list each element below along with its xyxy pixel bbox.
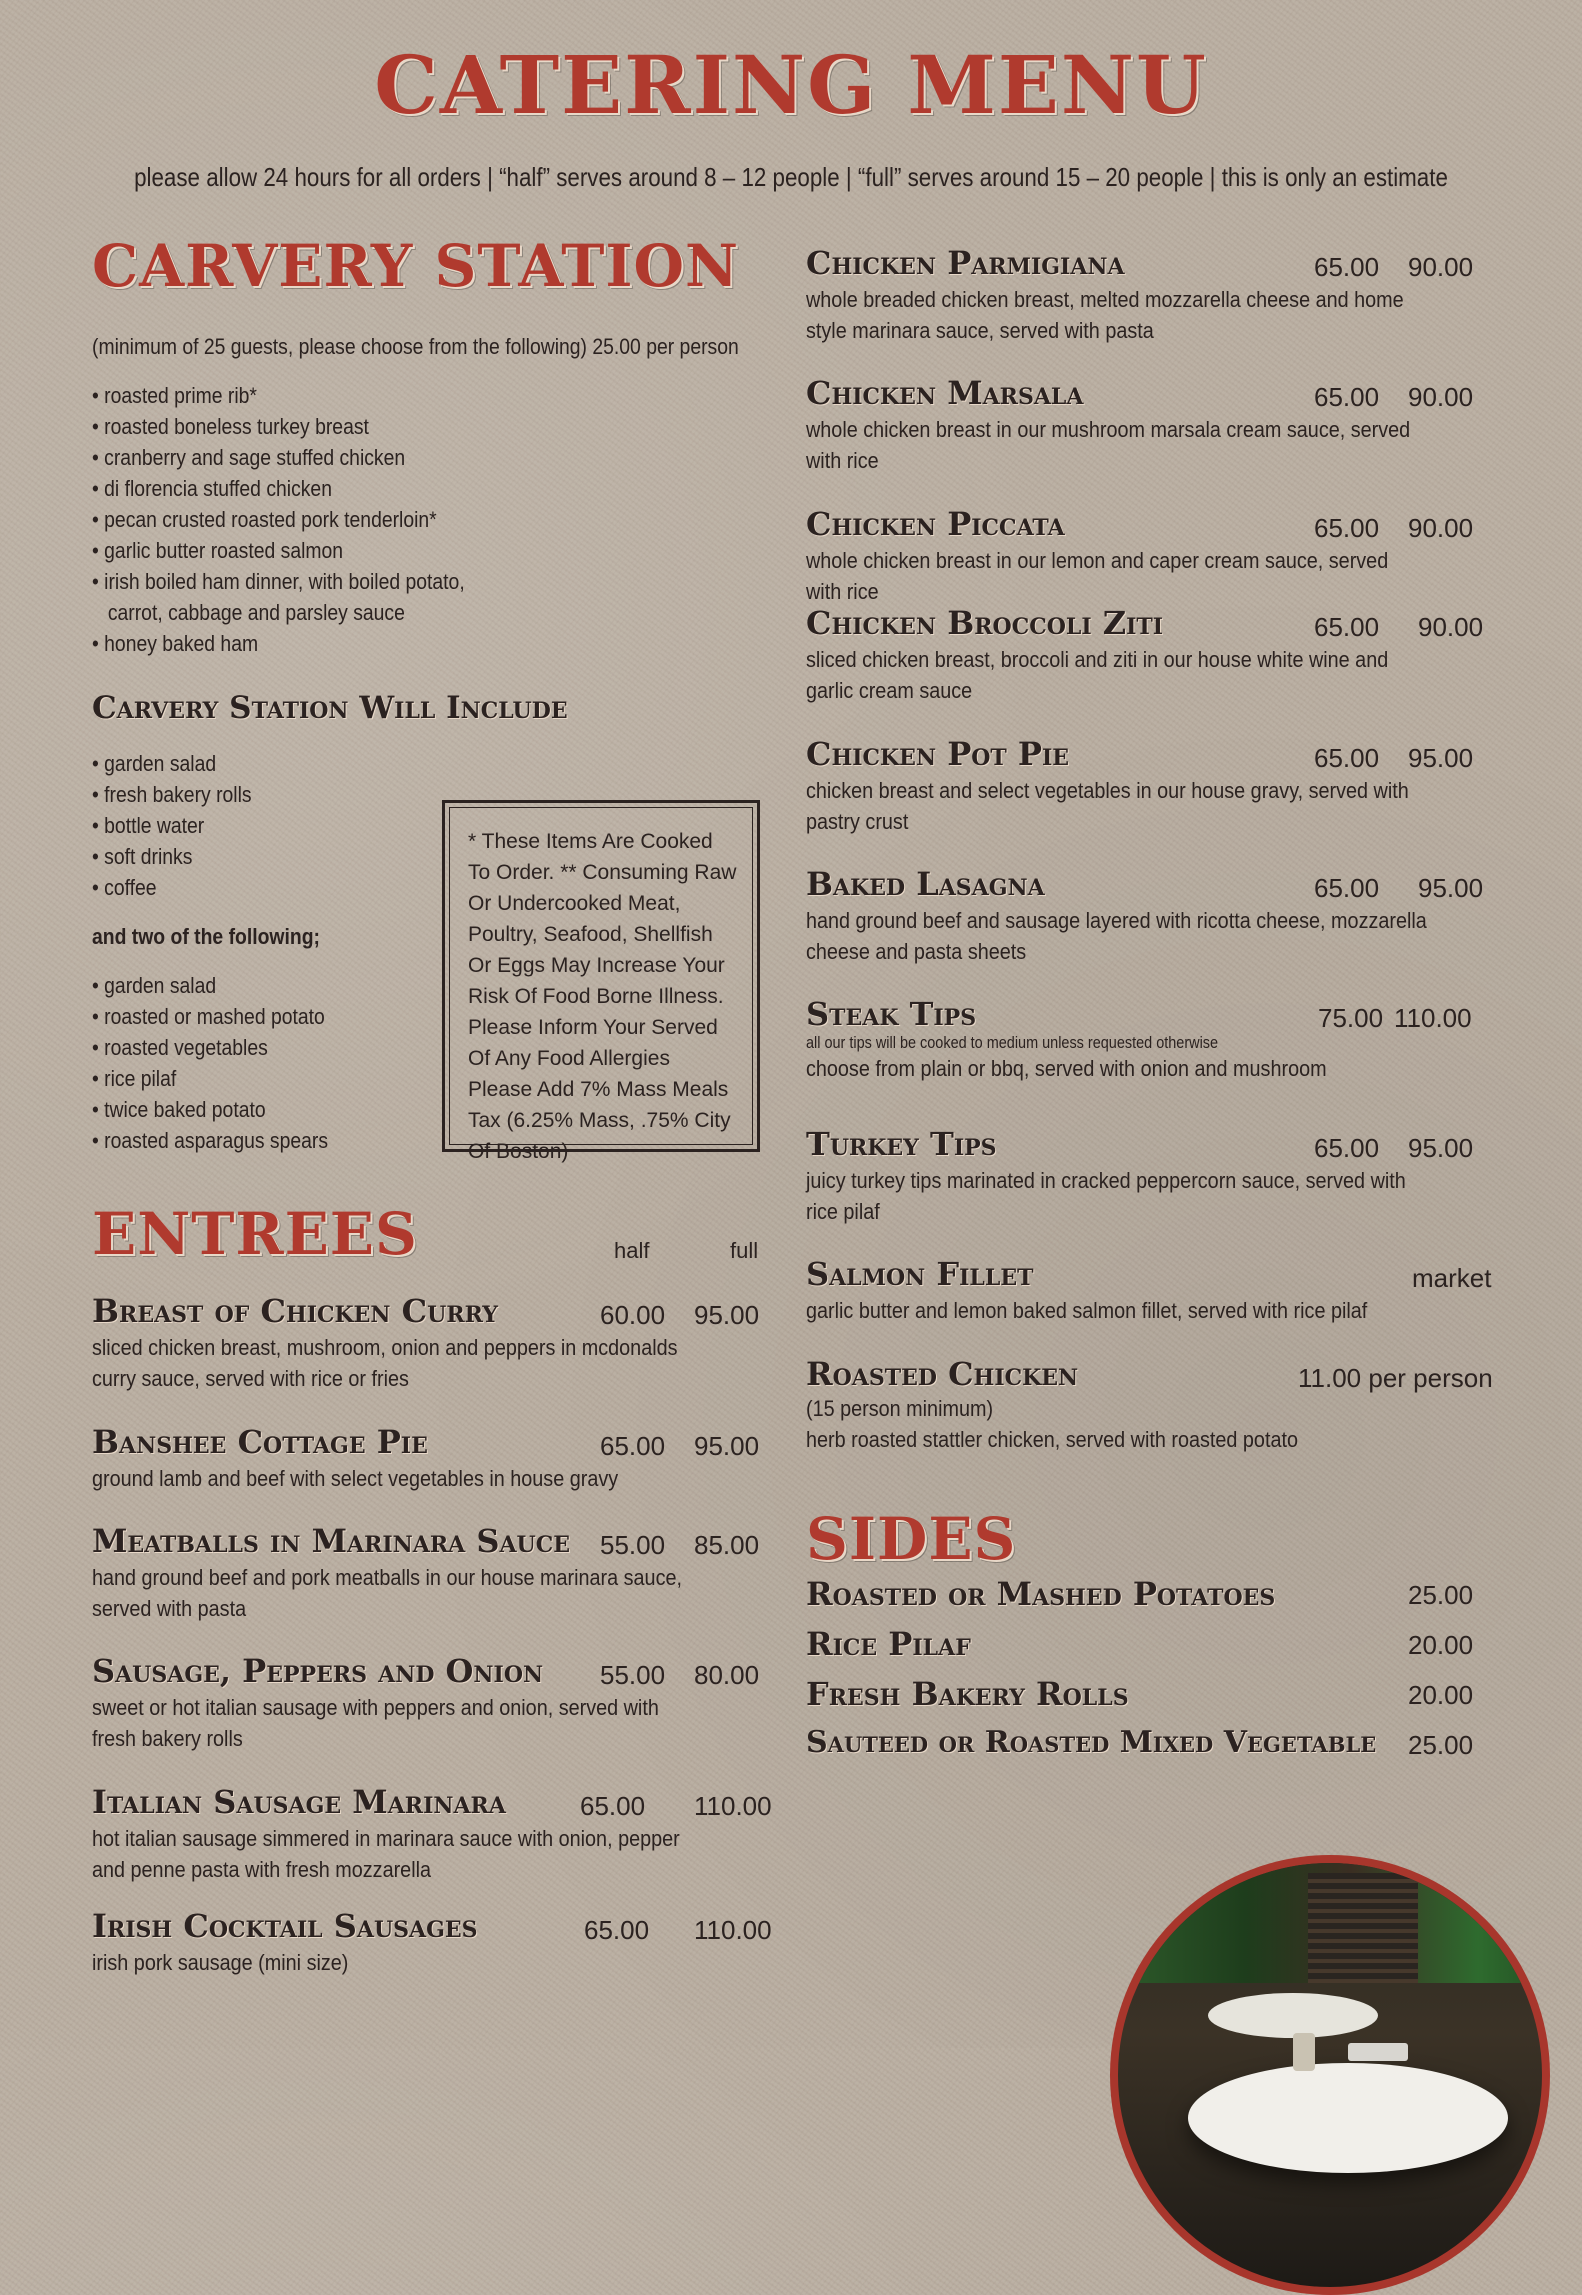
item-description: juicy turkey tips marinated in cracked peppercorn sauce, served with rice pilaf [806,1168,1406,1224]
list-item: • garden salad [92,970,391,1001]
item-name: Salmon Fillet [806,1255,1034,1293]
menu-item [806,1255,1496,1326]
page-subtitle: please allow 24 hours for all orders | “half” serves around 8 – 12 people | “full” serves around 15 – 20 people | this is only an estimate [134,162,1448,192]
item-name: Sausage, Peppers and Onion [92,1652,544,1690]
item-description: hand ground beef and sausage layered with ricotta cheese, mozzarella cheese and pasta sheets [806,908,1427,964]
carvery-station-title: CARVERY STATION [92,232,740,300]
item-name: Chicken Parmigiana [806,244,1125,282]
menu-item [806,865,1496,967]
photo-condiment-jar [1293,2033,1315,2071]
entrees-title: ENTREES [92,1200,418,1268]
item-name: Fresh Bakery Rolls [806,1675,1129,1713]
menu-item [806,244,1496,346]
item-name: Steak Tips [806,995,977,1033]
list-item: • twice baked potato [92,1094,391,1125]
list-item: • honey baked ham [92,628,479,659]
item-description: chicken breast and select vegetables in our house gravy, served with pastry crust [806,778,1409,834]
disclaimer-text: * These Items Are Cooked To Order. ** Consuming Raw Or Undercooked Meat, Poultry, Seafood, Shellfish Or Eggs May Increase Your Risk Of Food Borne Illness. Please Inform Your Served Of Any Food Allergies Please Add 7% Mass Meals Tax (6.25% Mass, .75% City Of Boston) [468,830,737,1163]
menu-item [806,505,1496,607]
item-name: Sauteed or Roasted Mixed Vegetable [806,1725,1377,1760]
list-item: • roasted boneless turkey breast [92,411,479,442]
photo-window-shutter [1308,1873,1418,1983]
side-item [806,1625,971,1663]
full-price: 110.00 [1394,1003,1472,1033]
side-price: 25.00 [1408,1730,1474,1760]
side-price: 25.00 [1408,1580,1474,1610]
half-price: 55.00 [600,1530,666,1560]
carvery-item-list [92,380,532,659]
menu-item [806,995,1496,1084]
menu-item [806,735,1496,837]
photo-napkin [1348,2043,1408,2061]
item-name: Italian Sausage Marinara [92,1783,506,1821]
half-price: 65.00 [1314,1133,1380,1163]
item-description: hand ground beef and pork meatballs in our house marinara sauce, served with pasta [92,1565,682,1621]
half-price: 65.00 [1314,873,1380,903]
carvery-choice-list [92,970,432,1156]
half-price: 55.00 [600,1660,666,1690]
carvery-include-heading: Carvery Station Will Include [92,690,568,726]
item-name: Chicken Marsala [806,374,1084,412]
half-price: 65.00 [1314,252,1380,282]
half-price: 65.00 [1314,382,1380,412]
per-person-price: 11.00 per person [1298,1363,1493,1393]
menu-item [806,1125,1496,1227]
half-price: 65.00 [1314,513,1380,543]
full-price: 90.00 [1418,612,1484,642]
menu-item [806,604,1496,706]
full-price: 90.00 [1408,252,1474,282]
list-item: • cranberry and sage stuffed chicken [92,442,479,473]
item-description: whole chicken breast in our lemon and caper cream sauce, served with rice [806,548,1389,604]
list-item: • pecan crusted roasted pork tenderloin* [92,504,479,535]
full-price: 80.00 [694,1660,760,1690]
item-description: sliced chicken breast, mushroom, onion and peppers in mcdonalds curry sauce, served with rice or fries [92,1335,678,1391]
item-name: Turkey Tips [806,1125,997,1163]
item-description: sliced chicken breast, broccoli and ziti in our house white wine and garlic cream sauce [806,647,1389,703]
list-item: • coffee [92,872,374,903]
list-item: • roasted asparagus spears [92,1125,391,1156]
full-price: 95.00 [1408,743,1474,773]
full-price: 95.00 [1418,873,1484,903]
item-description: irish pork sausage (mini size) [92,1950,349,1975]
list-item: • di florencia stuffed chicken [92,473,479,504]
disclaimer-box [442,800,760,1163]
half-price: 60.00 [600,1300,666,1330]
sides-title: SIDES [806,1505,1017,1573]
item-description: ground lamb and beef with select vegetables in house gravy [92,1466,619,1491]
menu-item [92,1652,772,1754]
menu-item [806,374,1496,476]
half-price: 65.00 [1314,743,1380,773]
half-price: 65.00 [584,1915,650,1945]
two-of-following-label: and two of the following; [92,924,320,949]
restaurant-photo [1110,1855,1550,2295]
half-price: 65.00 [1314,612,1380,642]
list-item: • fresh bakery rolls [92,779,374,810]
carvery-include-list [92,748,412,903]
side-item [806,1575,1275,1613]
item-name: Chicken Broccoli Ziti [806,604,1164,642]
list-item: • roasted or mashed potato [92,1001,391,1032]
item-name: Banshee Cottage Pie [92,1423,428,1461]
menu-item [92,1907,772,1978]
item-name: Meatballs in Marinara Sauce [92,1522,570,1560]
item-name: Chicken Pot Pie [806,735,1070,773]
menu-item [92,1522,772,1624]
item-name: Roasted or Mashed Potatoes [806,1575,1276,1613]
list-item: • garden salad [92,748,374,779]
item-name: Breast of Chicken Curry [92,1292,498,1330]
full-price: 95.00 [694,1431,760,1461]
list-item: • irish boiled ham dinner, with boiled potato, carrot, cabbage and parsley sauce [92,566,479,628]
full-price: 85.00 [694,1530,760,1560]
market-price: market [1412,1263,1492,1293]
list-item: • rice pilaf [92,1063,391,1094]
item-note: (15 person minimum) [806,1396,994,1421]
item-description: whole chicken breast in our mushroom marsala cream sauce, served with rice [806,417,1411,473]
page-title: CATERING MENU [374,38,1208,132]
menu-item [92,1423,772,1494]
full-price: 110.00 [694,1915,772,1945]
item-name: Rice Pilaf [806,1625,971,1663]
item-description: hot italian sausage simmered in marinara sauce with onion, pepper and penne pasta with fresh mozzarella [92,1826,680,1882]
item-name: Irish Cocktail Sausages [92,1907,478,1945]
disclaimer-inner-border [449,807,753,1163]
side-price: 20.00 [1408,1630,1474,1660]
full-price: 90.00 [1408,382,1474,412]
menu-item [92,1292,772,1394]
side-item [806,1675,1129,1713]
side-item [806,1725,1376,1760]
half-price: 65.00 [600,1431,666,1461]
item-description: garlic butter and lemon baked salmon fillet, served with rice pilaf [806,1298,1368,1323]
half-price: 75.00 [1318,1003,1384,1033]
photo-front-table [1188,2063,1508,2173]
item-name: Roasted Chicken [806,1355,1079,1393]
photo-back-table [1208,1993,1378,2038]
item-description: choose from plain or bbq, served with onion and mushroom [806,1056,1327,1081]
full-price: 95.00 [694,1300,760,1330]
item-note: all our tips will be cooked to medium unless requested otherwise [806,1033,1219,1052]
menu-item [92,1783,772,1885]
list-item: • soft drinks [92,841,374,872]
full-column-label: full [730,1238,759,1263]
item-description: herb roasted stattler chicken, served with roasted potato [806,1427,1298,1452]
list-item: • roasted prime rib* [92,380,479,411]
half-price: 65.00 [580,1791,646,1821]
full-price: 110.00 [694,1791,772,1821]
item-name: Baked Lasagna [806,865,1045,903]
carvery-note: (minimum of 25 guests, please choose from the following) 25.00 per person [92,334,739,359]
item-description: whole breaded chicken breast, melted mozzarella cheese and home style marinara sauce, served with pasta [806,287,1404,343]
list-item: • garlic butter roasted salmon [92,535,479,566]
full-price: 90.00 [1408,513,1474,543]
list-item: • roasted vegetables [92,1032,391,1063]
side-price: 20.00 [1408,1680,1474,1710]
item-description: sweet or hot italian sausage with peppers and onion, served with fresh bakery rolls [92,1695,659,1751]
half-column-label: half [614,1238,650,1263]
list-item: • bottle water [92,810,374,841]
item-name: Chicken Piccata [806,505,1065,543]
full-price: 95.00 [1408,1133,1474,1163]
